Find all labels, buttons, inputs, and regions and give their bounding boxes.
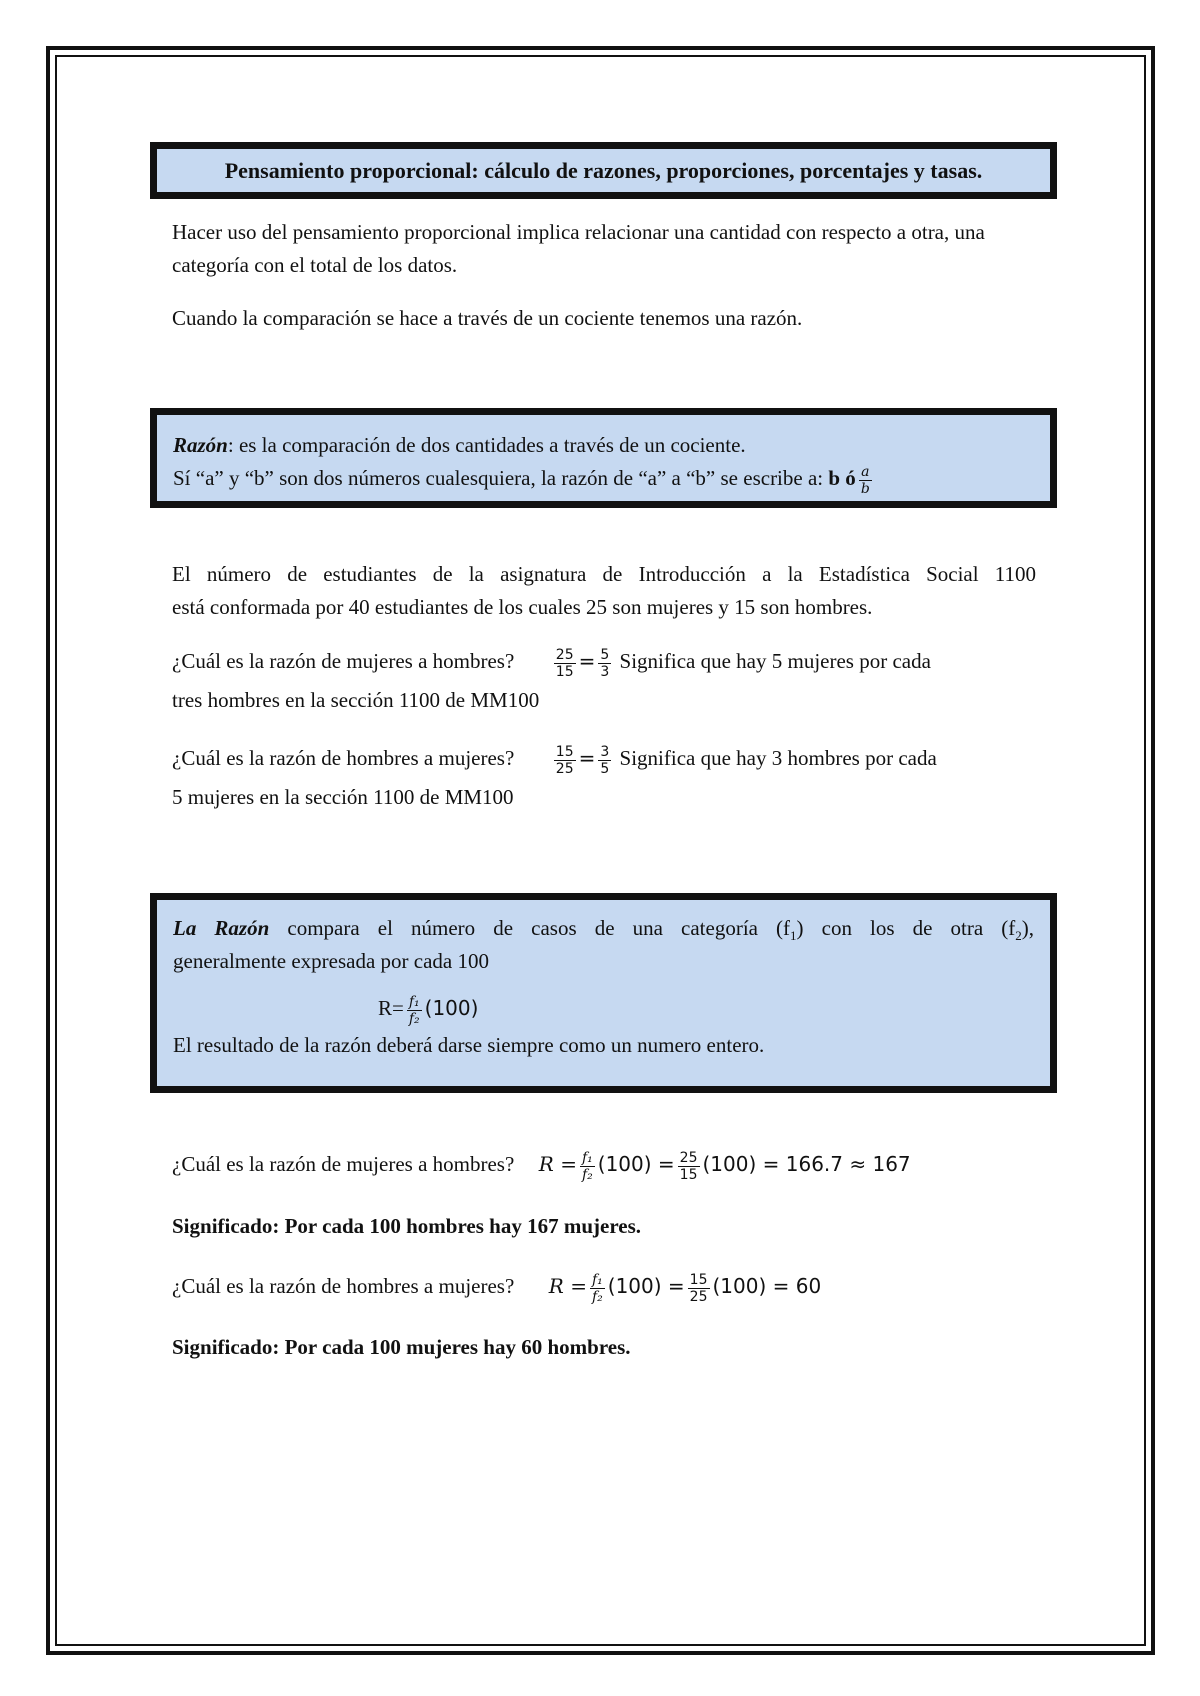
example-intro: El número de estudiantes de la asignatura de Introducción a la Estadística Social 1100 bbox=[172, 562, 1036, 586]
la-razon-box bbox=[150, 893, 1057, 1093]
razon-notation: b ó bbox=[828, 466, 856, 490]
result-q2: ¿Cuál es la razón de hombres a mujeres? R = $\frac{\text{f₁}}{\text{f₂}}$ (100) = $\frac{15}{25}$ (100) = 60 bbox=[172, 1271, 822, 1305]
razon-definition-line bbox=[173, 429, 1034, 462]
q2-meaning-a: Significa que hay 3 hombres por cada bbox=[619, 746, 937, 770]
q2-equals: = bbox=[578, 746, 596, 770]
title-box bbox=[150, 142, 1057, 199]
q1-fraction-a: $\frac{25}{15}$ bbox=[555, 646, 574, 680]
q1-meaning-b: tres hombres en la sección 1100 de MM100 bbox=[172, 688, 540, 712]
page-border-inner bbox=[55, 55, 1146, 1646]
q2-fraction-a: $\frac{15}{25}$ bbox=[555, 743, 574, 777]
la-razon-term: La Razón bbox=[173, 916, 270, 940]
example-q1 bbox=[172, 645, 1036, 680]
intro-paragraph-1: Hacer uso del pensamiento proporcional implica relacionar una cantidad con respecto a otra, una categoría con el total de los datos. bbox=[172, 220, 985, 277]
q1-equals: = bbox=[578, 649, 596, 673]
q2-question: ¿Cuál es la razón de hombres a mujeres? bbox=[172, 746, 515, 770]
result-q2-question: ¿Cuál es la razón de hombres a mujeres? bbox=[172, 1274, 515, 1298]
result-q1-fraction-b: $\frac{25}{15}$ bbox=[679, 1149, 698, 1183]
q2-fraction-b: $\frac{3}{5}$ bbox=[600, 743, 610, 777]
la-razon-formula: R= $\frac{\text{f₁}}{\text{f₂}}$ (100) bbox=[378, 993, 479, 1027]
q1-meaning-a: Significa que hay 5 mujeres por cada bbox=[619, 649, 931, 673]
page-title: Pensamiento proporcional: cálculo de razones, proporciones, porcentajes y tasas. bbox=[224, 158, 983, 183]
result-q2-fraction-b: $\frac{15}{25}$ bbox=[689, 1271, 708, 1305]
result-q1: ¿Cuál es la razón de mujeres a hombres? R = $\frac{\text{f₁}}{\text{f₂}}$ (100) = $\frac{25}{15}$ (100) = 166.7 ≈ 167 bbox=[172, 1149, 911, 1183]
la-razon-line2: generalmente expresada por cada 100 bbox=[173, 949, 490, 973]
razon-notation-line bbox=[173, 462, 1034, 497]
example-q2 bbox=[172, 742, 1036, 777]
formula-fraction: $\frac{\text{f₁}}{\text{f₂}}$ bbox=[408, 993, 420, 1027]
q1-fraction-b: $\frac{5}{3}$ bbox=[600, 646, 610, 680]
razon-fraction: $\frac{a}{b}$ bbox=[860, 463, 870, 497]
result-q1-meaning: Significado: Por cada 100 hombres hay 167 mujeres. bbox=[172, 1214, 642, 1238]
razon-term: Razón bbox=[173, 433, 228, 457]
q2-meaning-b: 5 mujeres en la sección 1100 de MM100 bbox=[172, 785, 514, 809]
la-razon-line1: La Razón compara el número de casos de una categoría $(f_1)$ con los de otra $(f_2)$, bbox=[173, 916, 1034, 944]
razon-definition-box bbox=[150, 408, 1057, 508]
example-intro-cont: está conformada por 40 estudiantes de los cuales 25 son mujeres y 15 son hombres. bbox=[172, 595, 873, 619]
intro-paragraph-2: Cuando la comparación se hace a través de un cociente tenemos una razón. bbox=[172, 306, 803, 330]
result-q1-question: ¿Cuál es la razón de mujeres a hombres? bbox=[172, 1152, 515, 1176]
result-q2-fraction-a: $\frac{\text{f₁}}{\text{f₂}}$ bbox=[591, 1271, 603, 1305]
razon-line2: Sí “a” y “b” son dos números cualesquiera, la razón de “a” a “b” se escribe a: bbox=[173, 466, 824, 490]
q1-question: ¿Cuál es la razón de mujeres a hombres? bbox=[172, 649, 515, 673]
result-q1-fraction-a: $\frac{\text{f₁}}{\text{f₂}}$ bbox=[581, 1149, 593, 1183]
razon-definition: : es la comparación de dos cantidades a través de un cociente. bbox=[227, 433, 746, 457]
result-q2-meaning: Significado: Por cada 100 mujeres hay 60 hombres. bbox=[172, 1335, 631, 1359]
la-razon-footer: El resultado de la razón deberá darse siempre como un numero entero. bbox=[173, 1032, 765, 1057]
